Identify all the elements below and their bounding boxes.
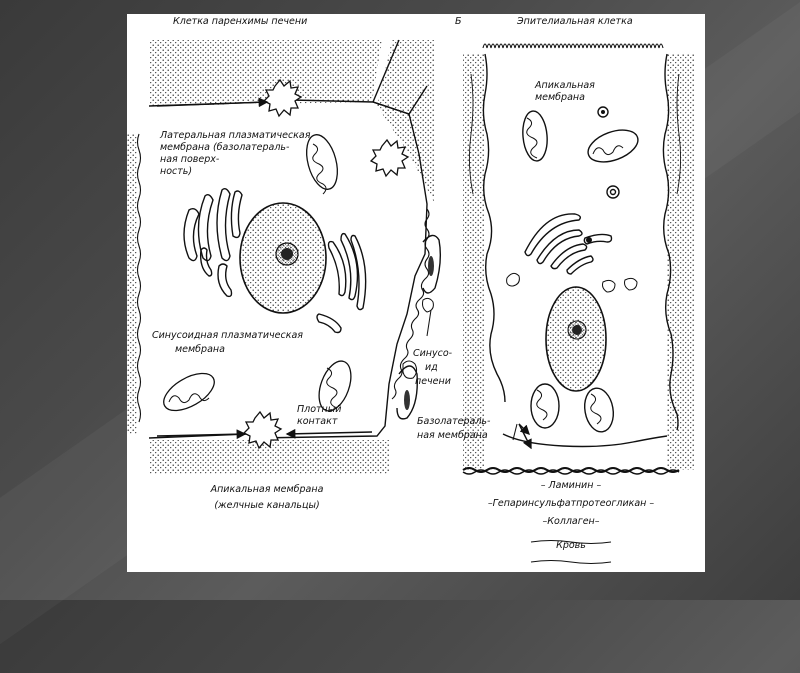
hepatocyte-title: Клетка паренхимы печени xyxy=(173,16,308,27)
lateral-membrane-label-line: Латеральная плазматическая xyxy=(160,130,311,141)
tight-junction-label-line: контакт xyxy=(297,416,338,427)
sinusoid-label-line: ид xyxy=(425,362,438,373)
diagram-panel xyxy=(127,14,705,572)
sinusoid-label-line: печени xyxy=(415,376,451,387)
apical-membrane-caption-line: Апикальная мембрана xyxy=(210,484,324,495)
heparan-sulfate-label: –Гепаринсульфатпротеогликан – xyxy=(487,498,655,509)
tight-junction-label-line: Плотный xyxy=(297,404,342,415)
apical-membrane-label-line: мембрана xyxy=(535,92,585,103)
collagen-label: –Коллаген– xyxy=(542,516,600,527)
basolateral-membrane-label-line: Базолатераль- xyxy=(417,416,491,427)
blood-label: Кровь xyxy=(556,540,586,551)
laminin-label: – Ламинин – xyxy=(540,480,602,491)
hepatocyte-drawing xyxy=(127,40,440,474)
apical-membrane-caption-line: (желчные канальцы) xyxy=(214,500,320,511)
sinusoidal-membrane-label-line: Синусоидная плазматическая xyxy=(152,330,303,341)
basolateral-membrane-label-line: ная мембрана xyxy=(417,430,488,441)
sinusoidal-membrane-label-line: мембрана xyxy=(175,344,225,355)
lateral-membrane-label-line: ность) xyxy=(160,166,193,177)
sinusoid-label-line: Синусо- xyxy=(413,348,453,359)
lateral-membrane-label-line: мембрана (базолатераль- xyxy=(160,142,290,153)
panel-letter: Б xyxy=(455,16,462,27)
lateral-membrane-label-line: ная поверх- xyxy=(160,154,220,165)
apical-membrane-label-line: Апикальная xyxy=(535,80,595,91)
epithelial-cell-title: Эпителиальная клетка xyxy=(517,16,633,27)
